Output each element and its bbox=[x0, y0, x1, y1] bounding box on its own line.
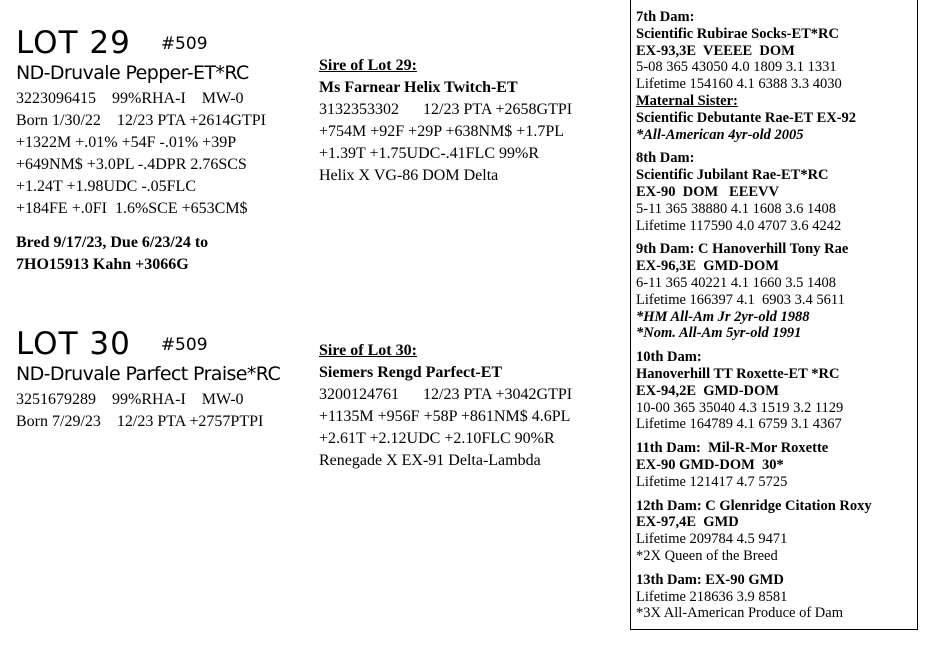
dam10-lifetime: Lifetime 164789 4.1 6759 3.1 4367 bbox=[636, 416, 842, 433]
lot29-stats bbox=[16, 88, 266, 220]
lot30-line: Born 7/29/23 12/23 PTA +2757PTPI bbox=[16, 413, 264, 430]
lot30-sire-line: +1135M +956F +58P +861NM$ 4.6PL bbox=[319, 408, 571, 425]
lot30-sale-number: #509 bbox=[160, 335, 208, 355]
lot29-header bbox=[16, 27, 249, 85]
lot30-sire-line: Renegade X EX-91 Delta-Lambda bbox=[319, 452, 541, 469]
lot29-sale-number: #509 bbox=[160, 34, 208, 54]
dam11-class: EX-90 GMD-DOM 30* bbox=[636, 456, 784, 473]
lot29-breeding bbox=[16, 232, 208, 276]
dam9-note: *HM All-Am Jr 2yr-old 1988 bbox=[636, 308, 810, 325]
dam10-title: 10th Dam: bbox=[636, 349, 702, 366]
dam7-record: 5-08 365 43050 4.0 1809 3.1 1331 bbox=[636, 59, 837, 76]
dam13-title: 13th Dam: EX-90 GMD bbox=[636, 571, 784, 588]
dam7-name: Scientific Rubirae Socks-ET*RC bbox=[636, 25, 839, 42]
lot30-sire-heading: Sire of Lot 30: bbox=[319, 342, 417, 359]
lot29-sire-line: Helix X VG-86 DOM Delta bbox=[319, 167, 499, 184]
dam12-class: EX-97,4E GMD bbox=[636, 514, 739, 531]
lot30-sire-name: Siemers Rengd Parfect-ET bbox=[319, 364, 503, 381]
dam13-lifetime: Lifetime 218636 3.9 8581 bbox=[636, 588, 788, 605]
lot30-line: 3251679289 99%RHA-I MW-0 bbox=[16, 391, 244, 408]
dam9-record: 6-11 365 40221 4.1 1660 3.5 1408 bbox=[636, 274, 837, 291]
lot29-line: Born 1/30/22 12/23 PTA +2614GTPI bbox=[16, 112, 266, 129]
lot29-sire-name: Ms Farnear Helix Twitch-ET bbox=[319, 79, 518, 96]
dam9-note: *Nom. All-Am 5yr-old 1991 bbox=[636, 325, 802, 342]
dam8-name: Scientific Jubilant Rae-ET*RC bbox=[636, 167, 829, 184]
dam8-title: 8th Dam: bbox=[636, 150, 695, 167]
lot29-sire-block bbox=[319, 55, 572, 187]
lot29-sire-line: +1.39T +1.75UDC-.41FLC 99%R bbox=[319, 145, 539, 162]
lot29-line: +1.24T +1.98UDC -.05FLC bbox=[16, 178, 196, 195]
maternal-sister-heading: Maternal Sister: bbox=[636, 92, 738, 109]
dam12-lifetime: Lifetime 209784 4.5 9471 bbox=[636, 531, 788, 548]
lot30-sire-line: 3200124761 12/23 PTA +3042GTPI bbox=[319, 386, 573, 403]
dam13-note: *3X All-American Produce of Dam bbox=[636, 605, 843, 622]
lot29-line: +184FE +.0FI 1.6%SCE +653CM$ bbox=[16, 200, 248, 217]
dam11-lifetime: Lifetime 121417 4.7 5725 bbox=[636, 473, 788, 490]
lot30-sire-line: +2.61T +2.12UDC +2.10FLC 90%R bbox=[319, 430, 555, 447]
lot30-name: ND-Druvale Parfect Praise*RC bbox=[16, 363, 281, 385]
lot29-label: LOT 29 bbox=[16, 25, 131, 61]
dam10-name: Hanoverhill TT Roxette-ET *RC bbox=[636, 365, 840, 382]
dam7-title: 7th Dam: bbox=[636, 9, 695, 25]
lot29-line: +1322M +.01% +54F -.01% +39P bbox=[16, 134, 237, 151]
lot30-stats bbox=[16, 389, 263, 433]
lot29-sire-line: +754M +92F +29P +638NM$ +1.7PL bbox=[319, 123, 564, 140]
maternal-sister-note: *All-American 4yr-old 2005 bbox=[636, 126, 804, 143]
lot29-name: ND-Druvale Pepper-ET*RC bbox=[16, 62, 249, 84]
dam9-class: EX-96,3E GMD-DOM bbox=[636, 258, 779, 275]
lot30-sire-block bbox=[319, 340, 572, 472]
dam12-title: 12th Dam: C Glenridge Citation Roxy bbox=[636, 497, 872, 514]
lot29-bred-line: Bred 9/17/23, Due 6/23/24 to bbox=[16, 234, 209, 251]
dam8-class: EX-90 DOM EEEVV bbox=[636, 183, 779, 200]
dam8-record: 5-11 365 38880 4.1 1608 3.6 1408 bbox=[636, 200, 837, 217]
lot30-label: LOT 30 bbox=[16, 326, 131, 362]
dam10-record: 10-00 365 35040 4.3 1519 3.2 1129 bbox=[636, 399, 844, 416]
lot30-header bbox=[16, 328, 280, 386]
lot29-line: +649NM$ +3.0PL -.4DPR 2.76SCS bbox=[16, 156, 247, 173]
pedigree-box bbox=[630, 0, 918, 630]
dam9-title: 9th Dam: C Hanoverhill Tony Rae bbox=[636, 241, 849, 258]
lot29-sire-heading: Sire of Lot 29: bbox=[319, 57, 417, 74]
dam9-lifetime: Lifetime 166397 4.1 6903 3.4 5611 bbox=[636, 291, 845, 308]
maternal-sister-name: Scientific Debutante Rae-ET EX-92 bbox=[636, 109, 857, 126]
dam7-lifetime: Lifetime 154160 4.1 6388 3.3 4030 bbox=[636, 76, 842, 93]
pedigree-content bbox=[636, 9, 872, 622]
lot29-sire-line: 3132353302 12/23 PTA +2658GTPI bbox=[319, 101, 573, 118]
dam8-lifetime: Lifetime 117590 4.0 4707 3.6 4242 bbox=[636, 217, 842, 234]
lot29-line: 3223096415 99%RHA-I MW-0 bbox=[16, 90, 244, 107]
dam10-class: EX-94,2E GMD-DOM bbox=[636, 382, 779, 399]
dam7-class: EX-93,3E VEEEE DOM bbox=[636, 42, 795, 59]
lot29-bred-line: 7HO15913 Kahn +3066G bbox=[16, 256, 189, 273]
dam11-title: 11th Dam: Mil-R-Mor Roxette bbox=[636, 440, 829, 457]
dam12-note: *2X Queen of the Breed bbox=[636, 547, 778, 564]
